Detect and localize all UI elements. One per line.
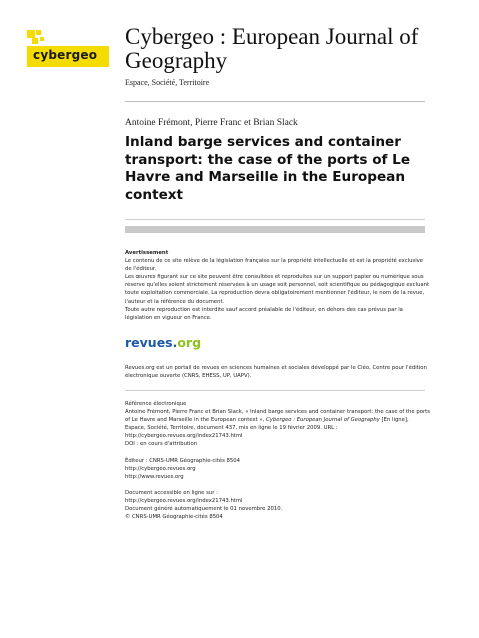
reference-heading: Référence électronique	[125, 401, 187, 407]
online-link[interactable]: http://cybergeo.revues.org/index21743.html	[125, 497, 243, 504]
divider	[125, 390, 425, 391]
logo-pixel	[32, 38, 38, 44]
logo-pixel	[27, 30, 35, 38]
article-authors: Antoine Frémont, Pierre Franc et Brian Slack	[125, 118, 298, 128]
editor: Éditeur : CNRS-UMR Géographie-cités 8504	[125, 457, 241, 464]
citation	[125, 408, 430, 440]
journal-subtitle: Espace, Société, Territoire	[125, 78, 210, 87]
revues-logo-org: org	[177, 335, 202, 350]
notice-heading: Avertissement	[125, 250, 169, 256]
citation-start: Antoine Frémont, Pierre Franc et Brian Slack, « Inland barge services and container transport: the case of the ports of Le Havre and Marseille in the European context »,	[125, 409, 430, 424]
article-title: Inland barge services and container transport: the case of the ports of Le Havre and Marseille in the European context	[125, 134, 411, 203]
doi: DOI : en cours d'attribution	[125, 441, 198, 448]
notice-paragraph: Le contenu de ce site relève de la législation française sur la propriété intellectuelle et est la propriété exclusive de l'éditeur.	[125, 258, 424, 273]
portal-description: Revues.org est un portail de revues en sciences humaines et sociales développé par le Cléo, Centre pour l'édition électronique ouverte (CNRS, EHESS, UP, UAPV).	[125, 365, 427, 380]
revues-org-logo[interactable]	[125, 335, 201, 350]
reference-section	[125, 400, 430, 521]
logo-pixel	[36, 30, 41, 35]
grey-banner	[125, 226, 425, 233]
generated-date: Document généré automatiquement le 01 novembre 2010.	[125, 506, 283, 513]
divider	[125, 101, 425, 102]
journal-title: Cybergeo : European Journal of Geography	[125, 24, 419, 73]
copyright: © CNRS-UMR Géographie-cités 8504	[125, 514, 223, 521]
revues-logo-main: revues.	[125, 335, 178, 350]
logo-pixel	[40, 37, 44, 41]
editor-link[interactable]: http://www.revues.org	[125, 473, 184, 480]
online-label: Document accessible en ligne sur :	[125, 489, 218, 496]
editor-link[interactable]: http://cybergeo.revues.org	[125, 465, 196, 472]
notice-paragraph: Les œuvres figurant sur ce site peuvent être consultées et reproduites sur un support papier ou numérique sous réserve qu'elles soient strictement réservées à un usage soit personnel, soit scientifique ou pédagogique excluant toute exploitation commerciale. La reproduction devra obligatoirement mentionner l'éditeur, le nom de la revue, l'auteur et la référence du document.	[125, 274, 430, 305]
logo-text: cybergeo	[33, 48, 98, 62]
notice-section	[125, 249, 430, 322]
notice-paragraph: Toute autre reproduction est interdite sauf accord préalable de l'éditeur, en dehors des cas prévus par la législation en vigueur en France.	[125, 306, 403, 321]
citation-journal: Cybergeo : European Journal of Geography	[266, 417, 380, 424]
cybergeo-logo	[27, 30, 109, 70]
citation-end: [En ligne], Espace, Société, Territoire, document 437, mis en ligne le 19 février 2009. URL : http://cybergeo.revues.org/index21743.html	[125, 417, 409, 440]
divider	[125, 219, 425, 220]
